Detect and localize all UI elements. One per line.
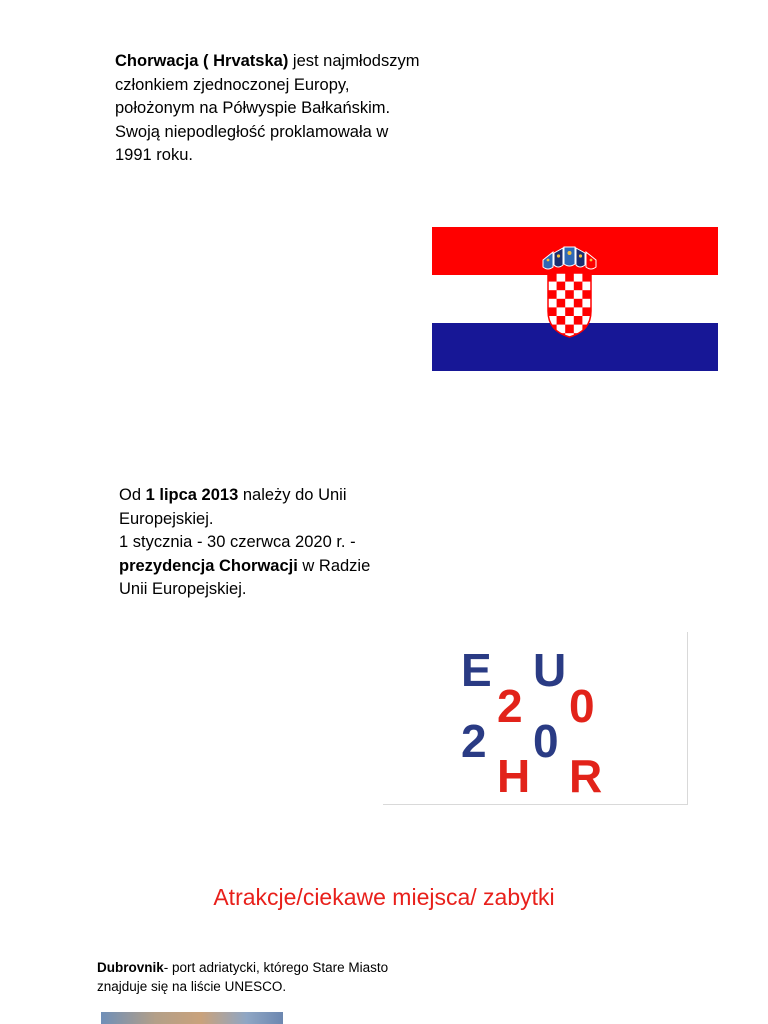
checker-square bbox=[565, 273, 574, 282]
checker-square bbox=[565, 299, 574, 308]
accession-date: 1 lipca 2013 bbox=[145, 486, 239, 504]
attractions-heading: Atrakcje/ciekawe miejsca/ zabytki bbox=[213, 884, 555, 910]
checker-square bbox=[557, 299, 566, 308]
checker-square bbox=[548, 299, 557, 308]
dubrovnik-paragraph bbox=[97, 958, 437, 996]
checker-square bbox=[582, 299, 591, 308]
eu-membership-paragraph bbox=[119, 484, 389, 602]
checker-square bbox=[582, 290, 591, 299]
checker-square bbox=[574, 316, 583, 325]
independence-text: Swoją niepodległość proklamowała w 1991 roku. bbox=[115, 122, 389, 164]
logo-letter-e: E bbox=[461, 644, 492, 696]
logo-digit-0a: 0 bbox=[569, 680, 595, 732]
eu-suffix: należy do Unii Europejskiej. bbox=[119, 486, 347, 528]
eu-prefix: Od bbox=[119, 486, 146, 504]
checker-square bbox=[557, 307, 566, 316]
checker-square bbox=[574, 273, 583, 282]
intro-paragraph bbox=[115, 50, 425, 168]
presidency-suffix: w Radzie Unii Europejskiej. bbox=[119, 556, 371, 598]
checker-square bbox=[582, 282, 591, 291]
dubrovnik-description: - port adriatycki, którego Stare Miasto znajduje się na liście UNESCO. bbox=[97, 960, 389, 994]
checker-square bbox=[548, 282, 557, 291]
presidency-label: prezydencja Chorwacji bbox=[119, 556, 298, 575]
checker-square bbox=[574, 290, 583, 299]
checker-square bbox=[548, 273, 557, 282]
checker-square bbox=[565, 282, 574, 291]
checker-square bbox=[565, 290, 574, 299]
checker-square bbox=[548, 290, 557, 299]
intro-text: jest najmłodszym członkiem zjednoczonej Europy, położonym na Półwyspie Bałkańskim. bbox=[115, 52, 420, 117]
eu2020hr-logo bbox=[383, 632, 688, 805]
logo-digit-0b: 0 bbox=[533, 715, 559, 767]
logo-letter-u: U bbox=[533, 644, 567, 696]
presidency-dates: 1 stycznia - 30 czerwca 2020 r. - bbox=[119, 533, 356, 551]
checker-square bbox=[574, 282, 583, 291]
country-name: Chorwacja ( Hrvatska) bbox=[115, 52, 289, 70]
checker-square bbox=[574, 299, 583, 308]
logo-letter-h: H bbox=[497, 750, 531, 802]
logo-digit-2b: 2 bbox=[461, 715, 487, 767]
logo-digit-2a: 2 bbox=[497, 680, 523, 732]
croatian-flag bbox=[432, 227, 718, 371]
checker-square bbox=[557, 316, 566, 325]
checker-square bbox=[557, 273, 566, 282]
checker-square bbox=[582, 273, 591, 282]
checker-square bbox=[565, 325, 574, 334]
checker-square bbox=[548, 307, 557, 316]
checker-square bbox=[574, 307, 583, 316]
checker-square bbox=[557, 290, 566, 299]
dubrovnik-name: Dubrovnik bbox=[97, 960, 164, 975]
checker-square bbox=[565, 307, 574, 316]
dubrovnik-photo bbox=[101, 1012, 283, 1024]
logo-letter-r: R bbox=[569, 750, 603, 802]
checker-square bbox=[582, 307, 591, 316]
checker-square bbox=[557, 282, 566, 291]
checker-square bbox=[565, 316, 574, 325]
